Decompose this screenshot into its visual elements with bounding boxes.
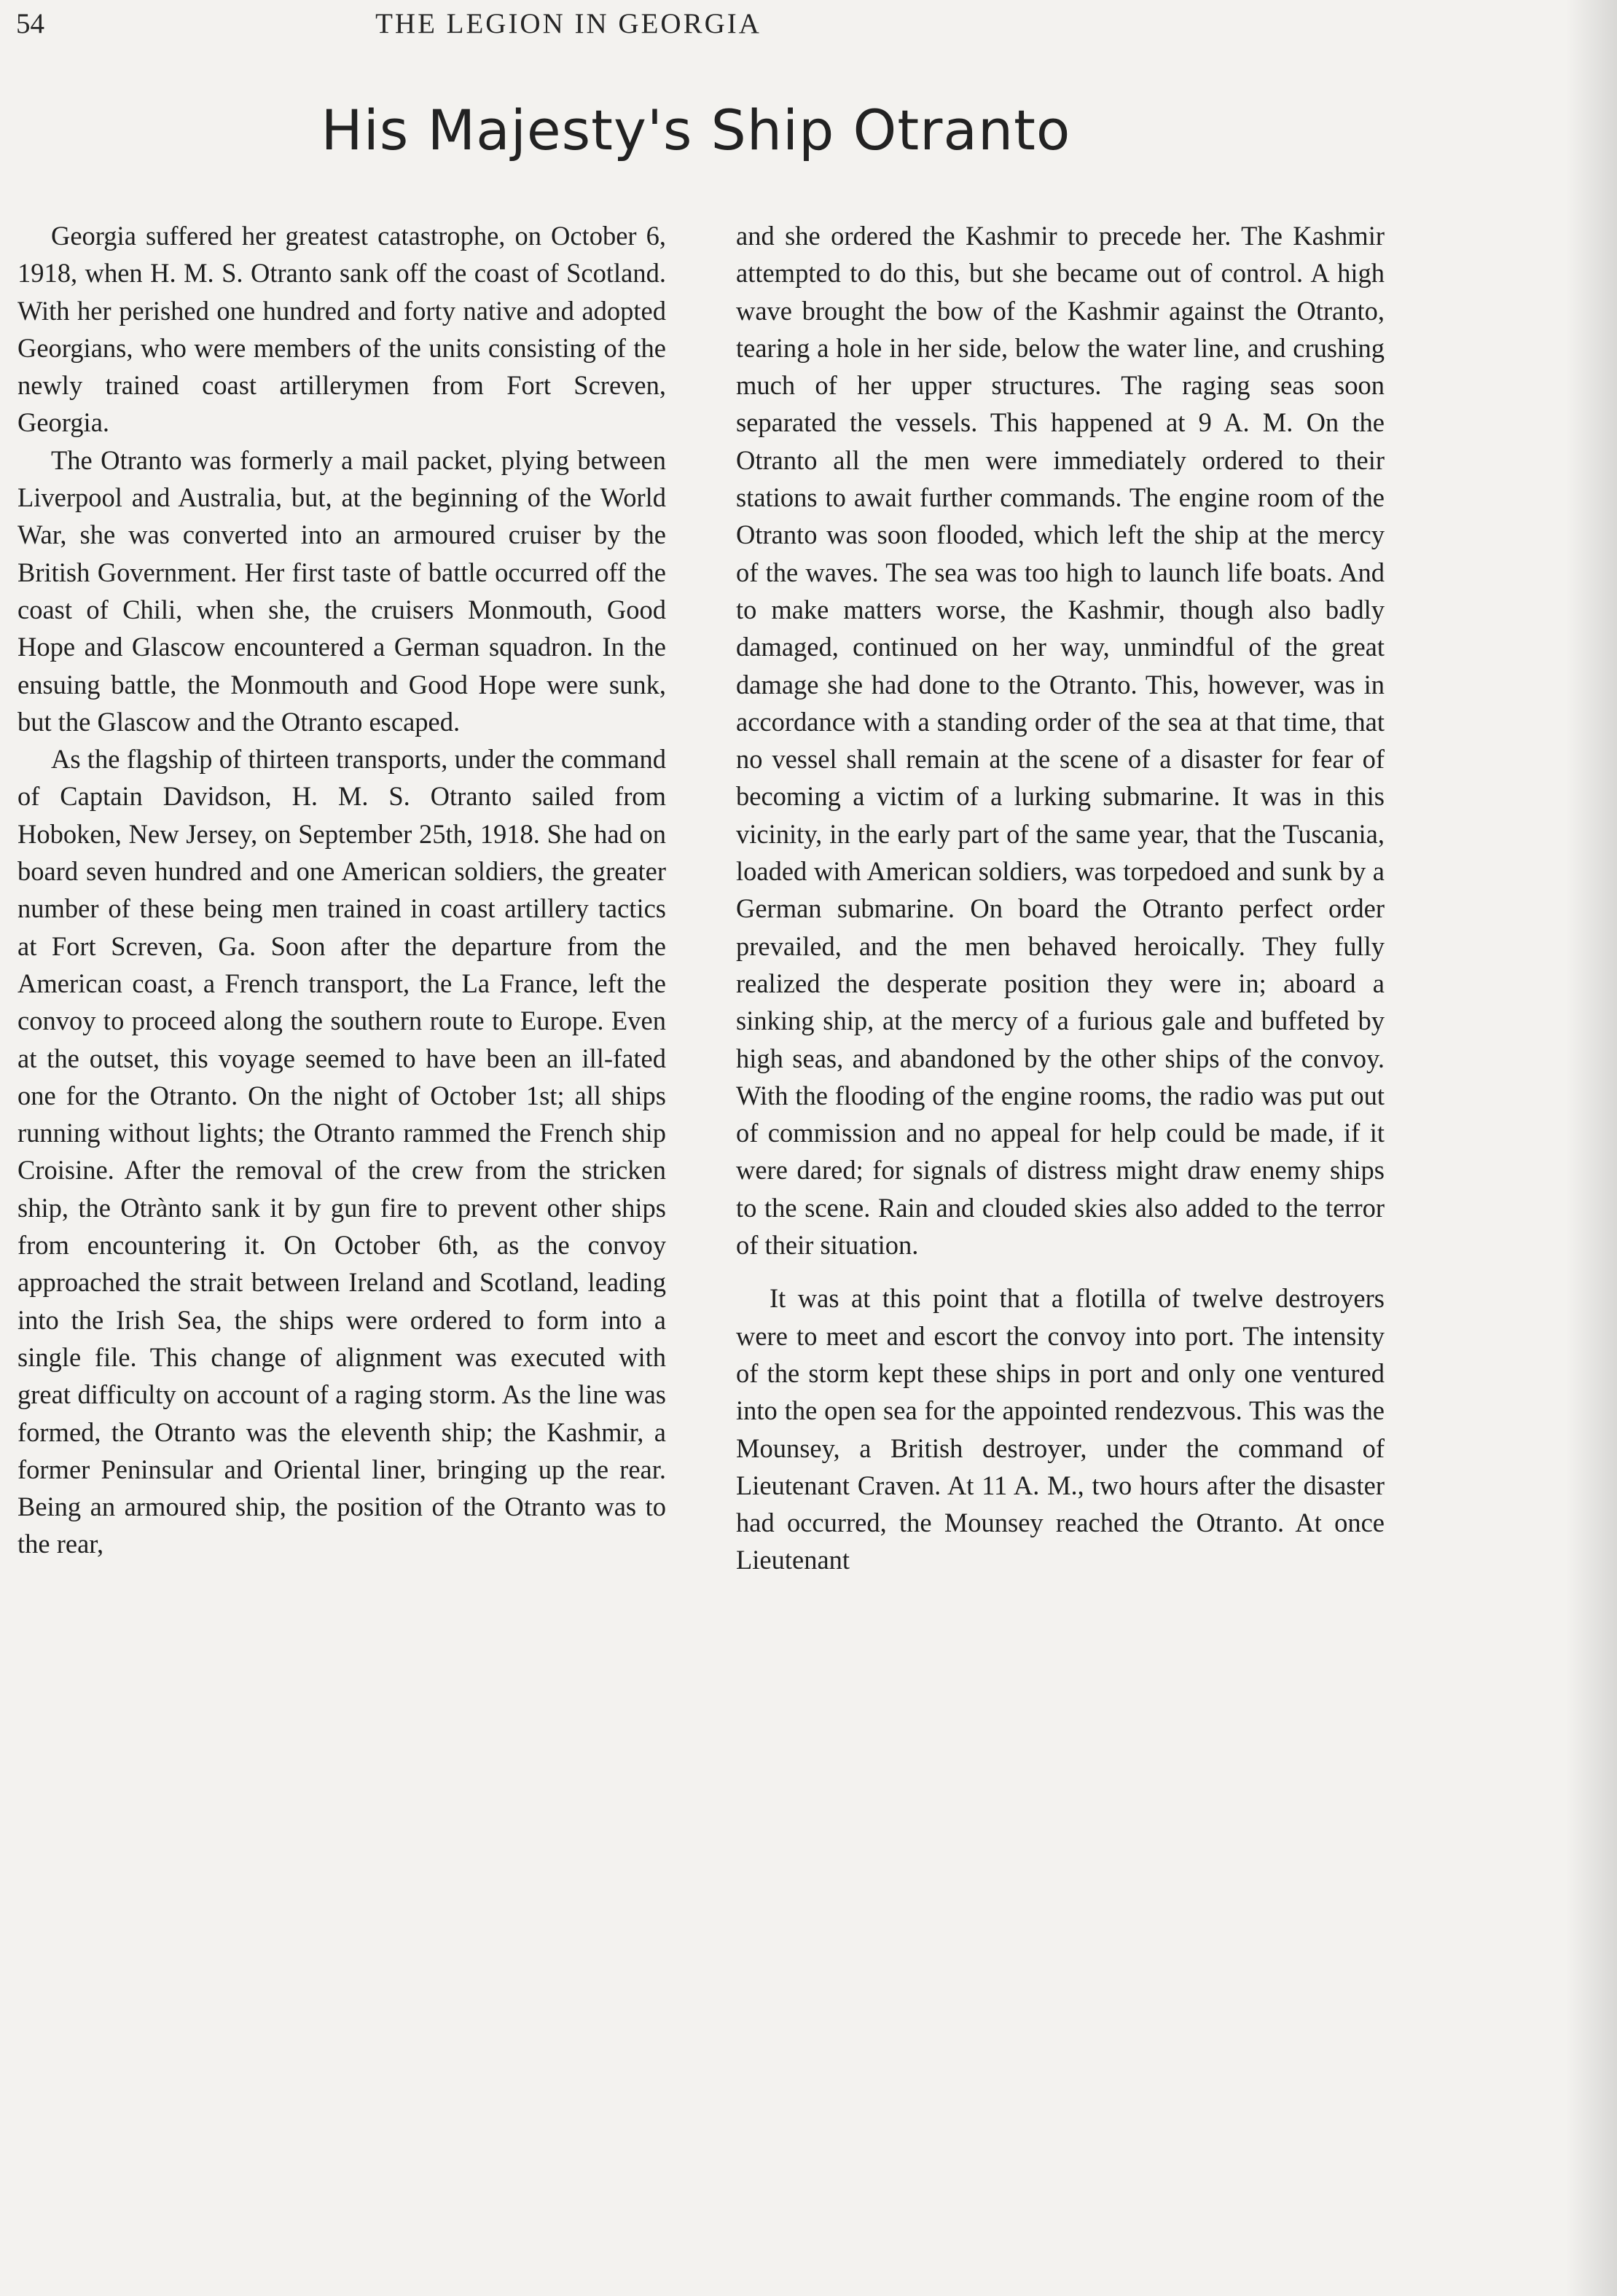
- paragraph: Georgia suffered her greatest catastrophe, on October 6, 1918, when H. M. S. Otranto sank off the coast of Scotland. With her perished one hundred and forty native and adopted Georgians, who were members of the units consisting of the newly trained coast artillerymen from Fort Screven, Georgia.: [17, 221, 666, 438]
- paragraph: As the flagship of thirteen transports, under the command of Captain Davidson, H. M. S. Otranto sailed from Hoboken, New Jersey, on September 25th, 1918. She had on board seven hundred and one American soldiers, the greater number of these being men trained in coast artillery tactics at Fort Screven, Ga. Soon after the departure from the American coast, a French transport, the La France, left the convoy to proceed along the southern route to Europe. Even at the outset, this voyage seemed to have been an ill-fated one for the Otranto. On the night of October 1st; all ships running without lights; the Otranto rammed the French ship Croisine. After the removal of the crew from the stricken ship, the Otrànto sank it by gun fire to prevent other ships from encountering it. On October 6th, as the convoy approached the strait between Ireland and Scotland, leading into the Irish Sea, the ships were ordered to form into a single file. This change of alignment was executed with great difficulty on account of a raging storm. As the line was formed, the Otranto was the eleventh ship; the Kashmir, a former Peninsular and Oriental liner, bringing up the rear. Being an armoured ship, the position of the Otranto was to the rear,: [17, 744, 666, 1559]
- article-title: His Majesty's Ship Otranto: [321, 98, 1071, 162]
- left-column: [17, 217, 666, 2002]
- page-edge-shadow: [1566, 0, 1617, 2296]
- running-head: THE LEGION IN GEORGIA: [375, 8, 761, 39]
- paragraph: and she ordered the Kashmir to precede her. The Kashmir attempted to do this, but she became out of control. A high wave brought the bow of the Kashmir against the Otranto, tearing a hole in her side, below the water line, and crushing much of her upper structures. The raging seas soon separated the vessels. This happened at 9 A. M. On the Otranto all the men were immediately ordered to their stations to await further commands. The engine room of the Otranto was soon flooded, which left the ship at the mercy of the waves. The sea was too high to launch life boats. And to make matters worse, the Kashmir, though also badly damaged, continued on her way, unmindful of the great damage she had done to the Otranto. This, however, was in accordance with a standing order of the sea at that time, that no vessel shall remain at the scene of a disaster for fear of becoming a victim of a lurking submarine. It was in this vicinity, in the early part of the same year, that the Tuscania, loaded with American soldiers, was torpedoed and sunk by a German submarine. On board the Otranto perfect order prevailed, and the men behaved heroically. They fully realized the desperate position they were in; aboard a sinking ship, at the mercy of a furious gale and buffeted by high seas, and abandoned by the other ships of the convoy. With the flooding of the engine rooms, the radio was put out of commission and no appeal for help could be made, if it were dared; for signals of distress might draw enemy ships to the scene. Rain and clouded skies also added to the terror of their situation.: [736, 221, 1385, 1261]
- paragraph: The Otranto was formerly a mail packet, plying between Liverpool and Australia, but, at the beginning of the World War, she was converted into an armoured cruiser by the British Government. Her first taste of battle occurred off the coast of Chili, when she, the cruisers Monmouth, Good Hope and Glascow encountered a German squadron. In the ensuing battle, the Monmouth and Good Hope were sunk, but the Glascow and the Otranto escaped.: [17, 444, 666, 737]
- paragraph: It was at this point that a flotilla of twelve destroyers were to meet and escort the convoy into port. The intensity of the storm kept these ships in port and only one ventured into the open sea for the appointed rendezvous. This was the Mounsey, a British destroyer, under the command of Lieutenant Craven. At 11 A. M., two hours after the disaster had occurred, the Mounsey reached the Otranto. At once Lieutenant: [736, 1283, 1385, 1575]
- page-number: 54: [16, 8, 44, 39]
- right-column: [736, 217, 1385, 2002]
